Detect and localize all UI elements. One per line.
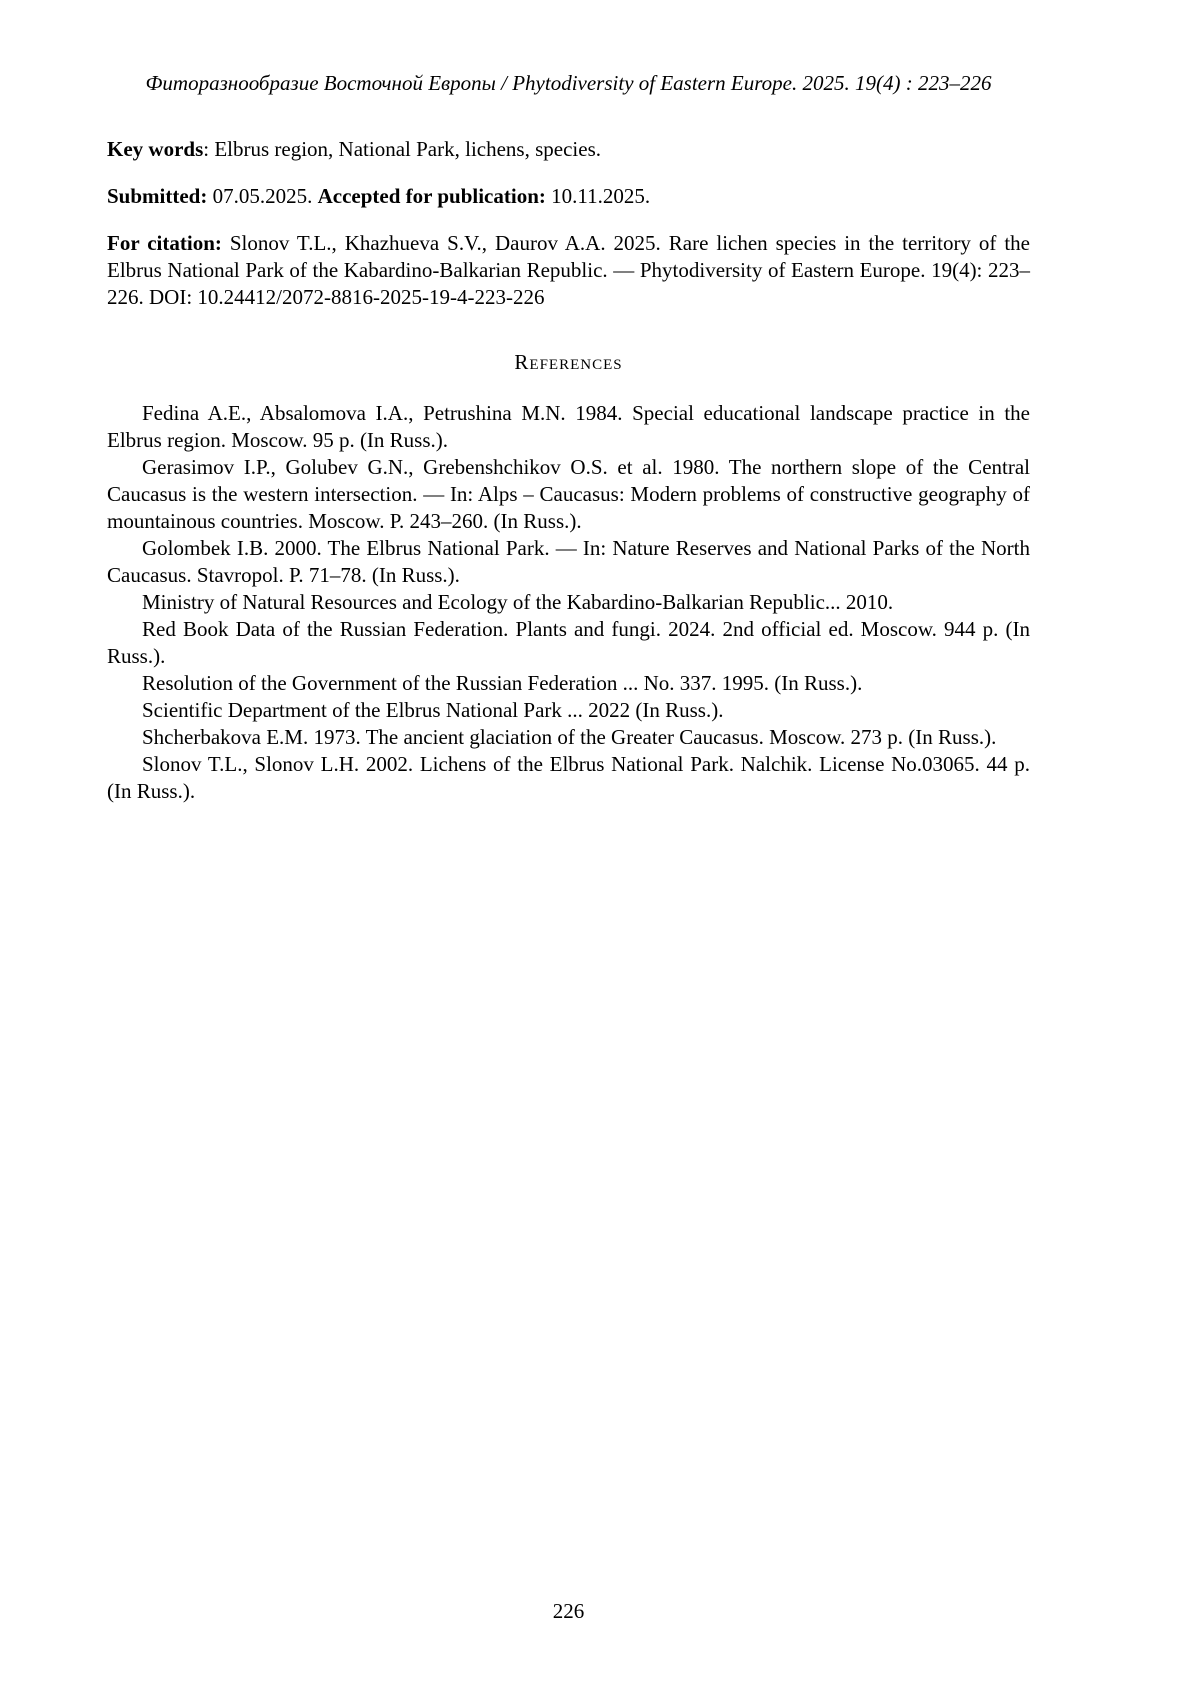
reference-item: Slonov T.L., Slonov L.H. 2002. Lichens of the Elbrus National Park. Nalchik. License No.03065. 44 p. (In Russ.). bbox=[107, 752, 1030, 803]
citation-text: Slonov T.L., Khazhueva S.V., Daurov A.A. 2025. Rare lichen species in the territory of the Elbrus National Park of the Kabardino-Balkarian Republic. — Phytodiversity of Eastern Europe. 19(4): 223–226. DOI: 10.24412/2072-8816-2025-19-4-223-226 bbox=[107, 231, 1030, 309]
accepted-label: Accepted for publication: bbox=[317, 184, 546, 208]
journal-running-head: Фиторазнообразие Восточной Европы / Phytodiversity of Eastern Europe. 2025. 19(4) : 223–226 bbox=[145, 71, 992, 95]
reference-item: Golombek I.B. 2000. The Elbrus National Park. — In: Nature Reserves and National Parks of the North Caucasus. Stavropol. P. 71–78. (In Russ.). bbox=[107, 536, 1030, 587]
keywords-label: Key words bbox=[107, 137, 204, 161]
references-list bbox=[107, 400, 1030, 805]
reference-item: Resolution of the Government of the Russian Federation ... No. 337. 1995. (In Russ.). bbox=[142, 671, 863, 695]
reference-item: Red Book Data of the Russian Federation. Plants and fungi. 2024. 2nd official ed. Moscow. 944 p. (In Russ.). bbox=[107, 617, 1030, 668]
submitted-date: 07.05.2025. bbox=[212, 184, 313, 208]
citation-label: For citation: bbox=[107, 231, 222, 255]
keywords-line bbox=[107, 136, 1030, 163]
reference-item: Ministry of Natural Resources and Ecology of the Kabardino-Balkarian Republic... 2010. bbox=[142, 590, 894, 614]
reference-item: Fedina A.E., Absalomova I.A., Petrushina M.N. 1984. Special educational landscape practice in the Elbrus region. Moscow. 95 p. (In Russ.). bbox=[107, 401, 1030, 452]
accepted-date: 10.11.2025. bbox=[551, 184, 651, 208]
reference-item: Gerasimov I.P., Golubev G.N., Grebenshchikov O.S. et al. 1980. The northern slope of the Central Caucasus is the western intersection. — In: Alps – Caucasus: Modern problems of constructive geography of mountainous countries. Moscow. P. 243–260. (In Russ.). bbox=[107, 455, 1030, 533]
dates-line bbox=[107, 183, 1030, 210]
submitted-label: Submitted: bbox=[107, 184, 208, 208]
page-number: 226 bbox=[552, 1599, 585, 1623]
citation-paragraph bbox=[107, 230, 1030, 311]
references-heading: References bbox=[514, 350, 623, 374]
reference-item: Scientific Department of the Elbrus National Park ... 2022 (In Russ.). bbox=[142, 698, 724, 722]
keywords-text: : Elbrus region, National Park, lichens, species. bbox=[203, 137, 601, 161]
reference-item: Shcherbakova E.M. 1973. The ancient glaciation of the Greater Caucasus. Moscow. 273 p. (In Russ.). bbox=[142, 725, 997, 749]
